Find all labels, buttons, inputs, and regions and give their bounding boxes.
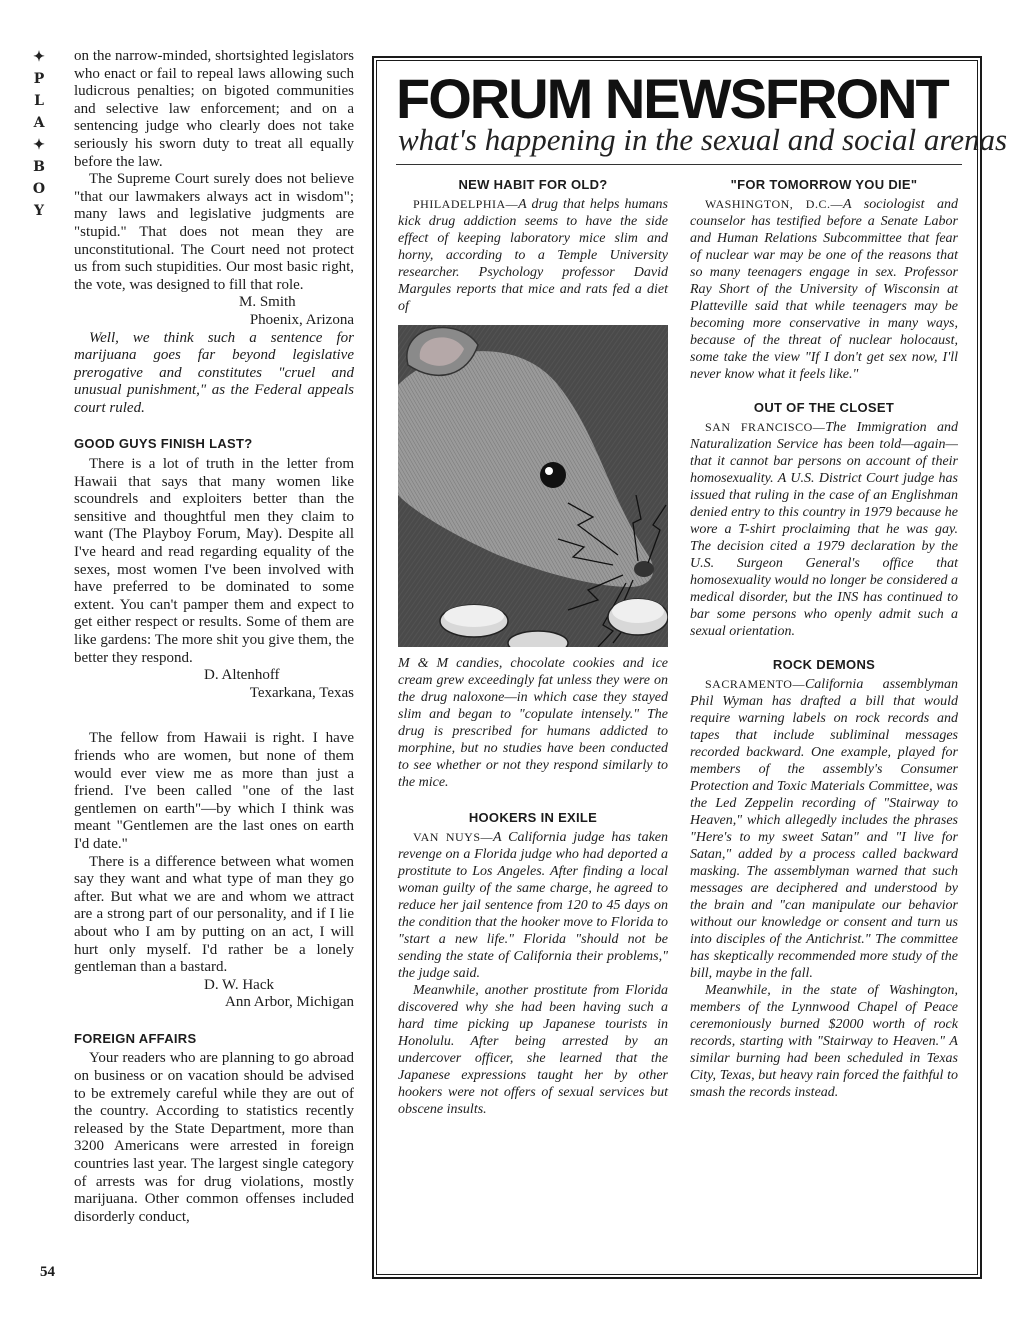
section-heading: FOREIGN AFFAIRS <box>74 1030 197 1046</box>
signature-name: D. Altenhoff <box>204 667 280 684</box>
article-headline: NEW HABIT FOR OLD? <box>458 177 608 192</box>
page-number: 54 <box>40 1264 55 1280</box>
article-dateline: PHILADELPHIA— <box>413 197 519 211</box>
letter-paragraph: The Supreme Court surely does not believe "that our lawmakers always act in wisdom"; many laws and legislative judgments are "stupid." That does not mean they are unconstitutional. The Court need not protect us from such stupidities. Our most basic right, the vote, was designed to fill that role. <box>74 171 354 293</box>
article-body: SACRAMENTO—California assemblyman Phil Wyman has drafted a bill that would require warning labels on rock records and tapes that include subliminal messages recorded backward. One example, played for members of the assembly's Consumer Protection and Toxic Materials Committee, was the Led Zeppelin recording of "Stairway to Heaven," which allegedly includes the phrases "Here's to my sweet Satan" and "I live for Satan," added by a process called backward masking. The assemblyman warned that such messages are deciphered and understood by the brain and "can manipulate our behavior without our knowledge or consent and turn us into disciples of the Antichrist." The committee has skeptically recommended more study of the bill, maybe in the fall. <box>690 677 958 981</box>
article-dateline: WASHINGTON, D.C.— <box>705 197 843 211</box>
letter-signature <box>74 294 354 329</box>
side-label-icon: ✦ <box>33 137 45 153</box>
article-headline: "FOR TOMORROW YOU DIE" <box>730 177 918 192</box>
article-headline: OUT OF THE CLOSET <box>753 400 895 415</box>
title-divider <box>396 164 962 165</box>
newsfront-middle-column <box>398 176 668 1118</box>
side-label-icon: ✦ <box>33 49 45 65</box>
signature-name: M. Smith <box>239 294 296 311</box>
letter-paragraph: on the narrow-minded, shortsighted legislators who enact or fail to repeal laws allowing such ludicrous penalties; on bigoted communities and selective law enforcement; and on a sentencing judge who clearly does not take seriously his sworn duty to treat all equally before the law. <box>74 48 354 170</box>
letter-paragraph: There is a lot of truth in the letter from Hawaii that says that many women like scoundrels and exploiters better than the sensitive and thoughtful men they claim to want (The Playboy Forum, May). Despite all I've heard and read regarding equality of the sexes, most women I've been involved with have preferred to be dominated to some extent. You can't pamper them and expect to get either respect or results. Some of them are like gardens: The more shit you give them, the better they respond. <box>74 456 354 666</box>
letter-paragraph: Your readers who are planning to go abroad on business or on vacation should be advised to be extremely careful while they are out of the country. According to statistics recently released by the State Department, more than 3200 Americans were arrested in foreign countries last year. The largest single category of arrests was for drug violations, mostly marijuana. Other common offenses included disorderly conduct, <box>74 1050 354 1225</box>
letter-signature <box>74 667 354 702</box>
letter-paragraph: There is a difference between what women say they want and what type of man they go after. But what we are and whom we attract are a strong part of our personality, and if I lie about who I am by putting on an act, I will hurt only myself. I'd rather be a lonely gentleman than a bastard. <box>74 853 354 976</box>
mouse-illustration <box>398 325 668 647</box>
editor-response: Well, we think such a sentence for marijuana goes far beyond legislative prerogative and constitutes "cruel and unusual punishment," as the Federal appeals court ruled. <box>74 329 354 416</box>
article-body: WASHINGTON, D.C.—A sociologist and counselor has testified before a Senate Labor and Human Relations Subcommittee that fear of nuclear war may be one of the reasons that so many teenagers engage in sex. Professor Ray Short of the University of Wisconsin at Platteville said that while teenagers may be becoming more conservative in many ways, because of the threat of nuclear holocaust, some take the view "If I don't get sex now, I'll never know what it feels like." <box>690 197 959 382</box>
article-dateline: VAN NUYS— <box>413 830 493 844</box>
article-dateline: SAN FRANCISCO— <box>705 420 826 434</box>
signature-name: D. W. Hack <box>204 976 274 993</box>
article-body: PHILADELPHIA—A drug that helps humans kick drug addiction seems to have the side effect of keeping laboratory mice slim and horny, according to a Temple University researcher. Psychology professor David Margules reports that mice and rats fed a diet of <box>398 197 668 314</box>
newsfront-title: FORUM NEWSFRONT <box>396 67 948 130</box>
article-body: VAN NUYS—A California judge has taken revenge on a Florida judge who had deported a prostitute to Los Angeles. After finding a local woman guilty of the same charge, he agreed to reduce her jail sentence from 120 to 45 days on the condition that the hooker move to Florida to "start a new life." Florida "should not be sending the state of California their problems," the judge said. <box>398 830 669 981</box>
article-dateline: SACRAMENTO— <box>705 677 805 691</box>
article-body: SAN FRANCISCO—The Immigration and Naturalization Service has been told—again—that it cannot bar persons on account of their homosexuality. A U.S. District Court judge has issued that ruling in the case of an Englishman denied entry to this country in 1979 because he wore a T-shirt proclaiming that he was gay. The decision cited a 1979 declaration by the U.S. Surgeon General's office that homosexuality would no longer be considered a medical disorder, but the INS has continued to bar some persons who openly admit such a sexual orientation. <box>690 420 959 639</box>
letter-signature <box>74 977 354 1012</box>
newsfront-right-column <box>690 176 958 1101</box>
article-body: M & M candies, chocolate cookies and ice cream grew exceedingly fat unless they were on the drug naloxone—in which case they stayed slim and began to "copulate intensely." The drug is prescribed for humans addicted to morphine, but no studies have been conducted to see whether or not they respond similarly to the mice. <box>398 656 668 790</box>
section-heading: GOOD GUYS FINISH LAST? <box>74 436 253 452</box>
letter-paragraph: The fellow from Hawaii is right. I have friends who are women, but none of them would ever view me as more than just a friend. I've been called "one of the last gentlemen on earth"—by which I think was meant "Gentlemen are the last ones on earth I'd date." <box>74 730 354 852</box>
signature-place: Texarkana, Texas <box>249 684 354 701</box>
magazine-side-label: ✦ P L A ✦ B O Y <box>28 46 50 222</box>
article-headline: HOOKERS IN EXILE <box>468 810 598 825</box>
letters-column <box>74 48 354 1226</box>
article-body: Meanwhile, another prostitute from Florida discovered why she had been having such a hard time picking up Japanese tourists in Honolulu. After being arrested by an undercover officer, she learned that the Japanese expressions taught her by other hookers were not offers of sexual services but obscene insults. <box>398 983 668 1117</box>
signature-place: Phoenix, Arizona <box>249 311 354 328</box>
article-body: Meanwhile, in the state of Washington, members of the Lynnwood Chapel of Peace ceremoniously burned $2000 worth of rock records, starting with "Stairway to Heaven." A similar burning had been scheduled in Texas City, Texas, but heavy rain forced the faithful to smash the records instead. <box>690 983 958 1100</box>
article-headline: ROCK DEMONS <box>772 657 876 672</box>
signature-place: Ann Arbor, Michigan <box>225 994 354 1011</box>
newsfront-subtitle: what's happening in the sexual and social arenas <box>398 122 1008 157</box>
